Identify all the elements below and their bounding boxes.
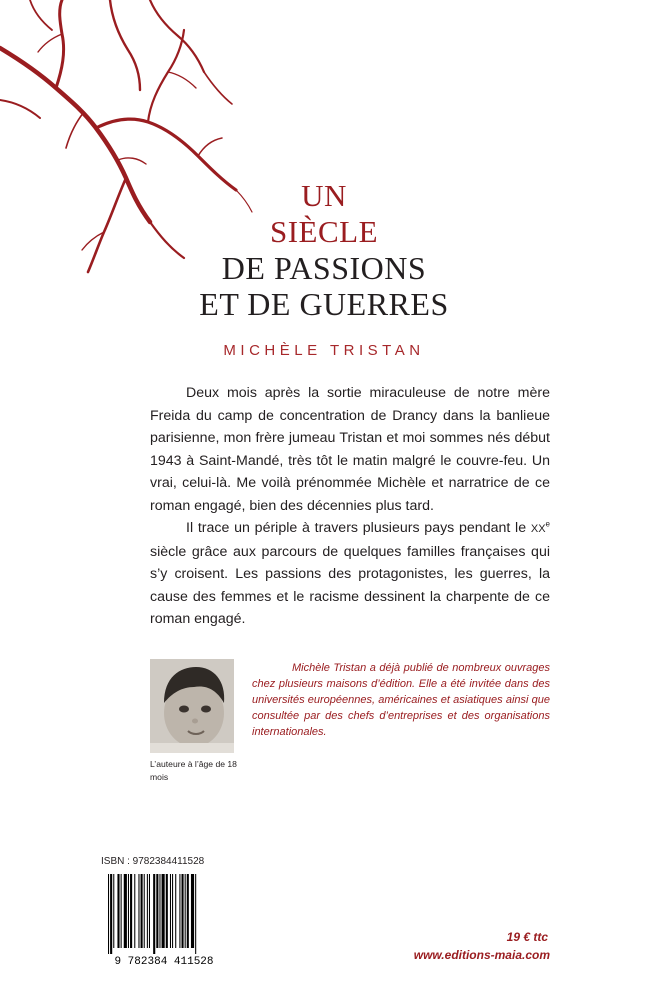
price-label: 19 € ttc [506, 930, 548, 944]
barcode-bar [128, 874, 129, 948]
title-line-1: UN [301, 178, 347, 213]
barcode-bar [134, 874, 135, 948]
author-name: MICHÈLE TRISTAN [223, 342, 425, 359]
barcode-bar [159, 874, 160, 948]
barcode-bar [170, 874, 171, 948]
title-line-2: SIÈCLE [269, 214, 379, 249]
barcode-bar [144, 874, 145, 948]
barcode-bar [130, 874, 132, 948]
barcode-bar [172, 874, 173, 948]
barcode-bar [149, 874, 150, 948]
book-title [0, 178, 648, 322]
barcode-bar [182, 874, 184, 948]
barcode-bar [162, 874, 165, 948]
barcode-bar [108, 874, 109, 954]
century-numeral: XX [530, 523, 546, 535]
blurb-p2-end: siècle grâce aux parcours de quelques familles françaises qui s’y croisent. Les passions des protagonistes, les guerres, la cause des femmes et le racisme dessinent la charpente de ce roman engagé. [150, 543, 550, 627]
barcode-bar [153, 874, 155, 954]
barcode-bar [187, 874, 189, 948]
barcode-bar [156, 874, 158, 948]
author-childhood-photo [150, 659, 234, 753]
isbn-barcode [98, 872, 230, 968]
barcode-bar [185, 874, 186, 948]
barcode-bar [166, 874, 168, 948]
blurb-paragraph-2 [150, 517, 550, 631]
barcode-bar [191, 874, 194, 948]
author-biography: Michèle Tristan a déjà publié de nombreux ouvrages chez plusieurs maisons d’édition. Elle a été invitée dans des universités européennes, américaines et asiatiques ainsi que consultée par des chefs d’entreprises et des organisations internationales. [252, 662, 550, 738]
barcode-bar [138, 874, 139, 948]
barcode-bar [110, 874, 112, 954]
title-line-3: DE PASSIONS [221, 250, 427, 286]
barcode-bar [147, 874, 148, 948]
century-superscript: e [545, 519, 550, 529]
barcode-bar [179, 874, 180, 948]
back-cover-blurb [150, 382, 550, 631]
title-line-4: ET DE GUERRES [199, 286, 449, 322]
barcode-bar [175, 874, 176, 948]
isbn-number: ISBN : 9782384411528 [101, 856, 205, 867]
barcode-bar [141, 874, 143, 948]
publisher-website: www.editions-maia.com [413, 948, 550, 962]
barcode-digits: 9 782384 411528 [114, 956, 214, 968]
photo-caption: L’auteure à l’âge de 18 mois [150, 759, 237, 782]
barcode-bar [121, 874, 122, 948]
barcode-bar [124, 874, 127, 948]
barcode-bar [113, 874, 114, 948]
barcode-bar [117, 874, 119, 948]
barcode-bar [195, 874, 196, 954]
blurb-p2-start: Il trace un périple à travers plusieurs pays pendant le [186, 520, 531, 536]
blurb-paragraph-1: Deux mois après la sortie miraculeuse de notre mère Freida du camp de concentration de Drancy dans la banlieue parisienne, mon frère jumeau Tristan et moi sommes nés début 1943 à Saint-Mandé, très tôt le matin malgré le couvre-feu. Un vrai, celui-là. Me voilà prénommée Michèle et narratrice de ce roman engagé, bien des décennies plus tard. [150, 385, 550, 514]
